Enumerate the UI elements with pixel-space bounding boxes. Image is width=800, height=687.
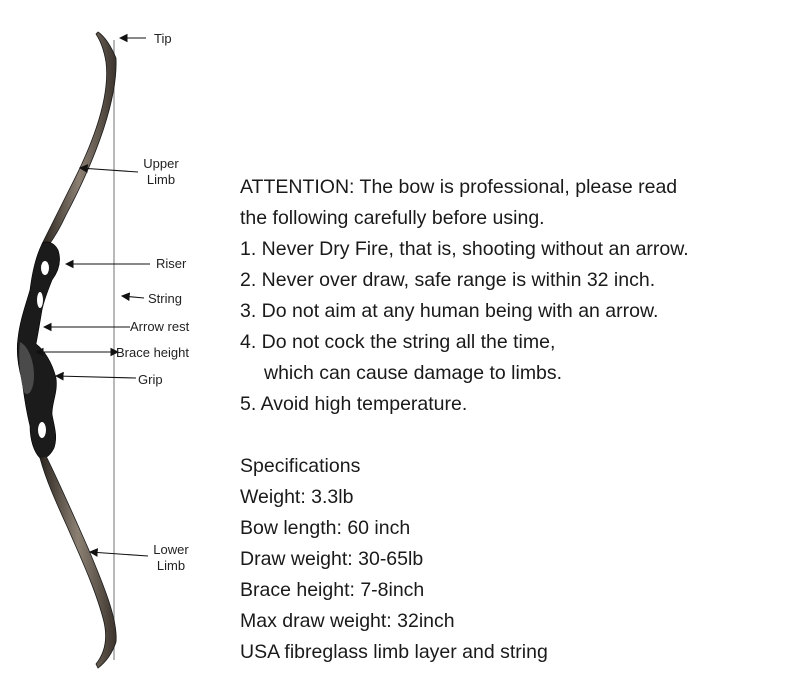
- spec-max-draw-weight: Max draw weight: 32inch: [240, 610, 455, 632]
- lower-limb-arrow: [90, 552, 148, 556]
- label-string: String: [148, 291, 182, 306]
- spec-weight: Weight: 3.3lb: [240, 486, 354, 508]
- label-arrow-rest: Arrow rest: [130, 319, 190, 334]
- riser-cutout-upper: [41, 261, 49, 275]
- notice-item-1: 1. Never Dry Fire, that is, shooting without an arrow.: [240, 238, 689, 260]
- spec-draw-weight: Draw weight: 30-65lb: [240, 548, 424, 570]
- notice-item-4: 4. Do not cock the string all the time,: [240, 331, 556, 353]
- notice-item-2: 2. Never over draw, safe range is within 32 inch.: [240, 269, 656, 291]
- string-arrow: [122, 296, 144, 298]
- notice-heading-line1: ATTENTION: The bow is professional, please read: [240, 176, 678, 198]
- label-lower-limb-line1: Lower: [153, 542, 189, 557]
- notice-item-5: 5. Avoid high temperature.: [240, 393, 468, 415]
- spec-brace-height: Brace height: 7-8inch: [240, 579, 425, 601]
- specifications: [240, 451, 795, 668]
- upper-limb-arrow: [80, 168, 138, 172]
- label-grip: Grip: [138, 372, 163, 387]
- lower-limb-shape: [40, 456, 116, 668]
- riser-cutout-middle: [37, 292, 43, 308]
- attention-notice: [240, 172, 795, 420]
- label-riser: Riser: [156, 256, 187, 271]
- label-lower-limb-line2: Limb: [156, 558, 186, 573]
- label-upper-limb-line2: Limb: [146, 172, 176, 187]
- bow-diagram: [0, 0, 240, 682]
- spec-material: USA fibreglass limb layer and string: [240, 641, 548, 663]
- notice-item-4-continued: which can cause damage to limbs.: [264, 362, 563, 384]
- label-upper-limb: [136, 156, 186, 188]
- notice-item-3: 3. Do not aim at any human being with an arrow.: [240, 300, 659, 322]
- label-brace-height: Brace height: [116, 345, 189, 360]
- label-tip: Tip: [154, 31, 172, 46]
- label-upper-limb-line1: Upper: [143, 156, 179, 171]
- grip-arrow: [56, 376, 136, 378]
- label-lower-limb: [146, 542, 196, 574]
- bow-illustration: [0, 0, 240, 682]
- riser-cutout-lower: [38, 422, 46, 438]
- notice-heading-line2: the following carefully before using.: [240, 207, 545, 229]
- upper-limb-shape: [42, 32, 116, 246]
- spec-bow-length: Bow length: 60 inch: [240, 517, 411, 539]
- specs-title: Specifications: [240, 455, 361, 477]
